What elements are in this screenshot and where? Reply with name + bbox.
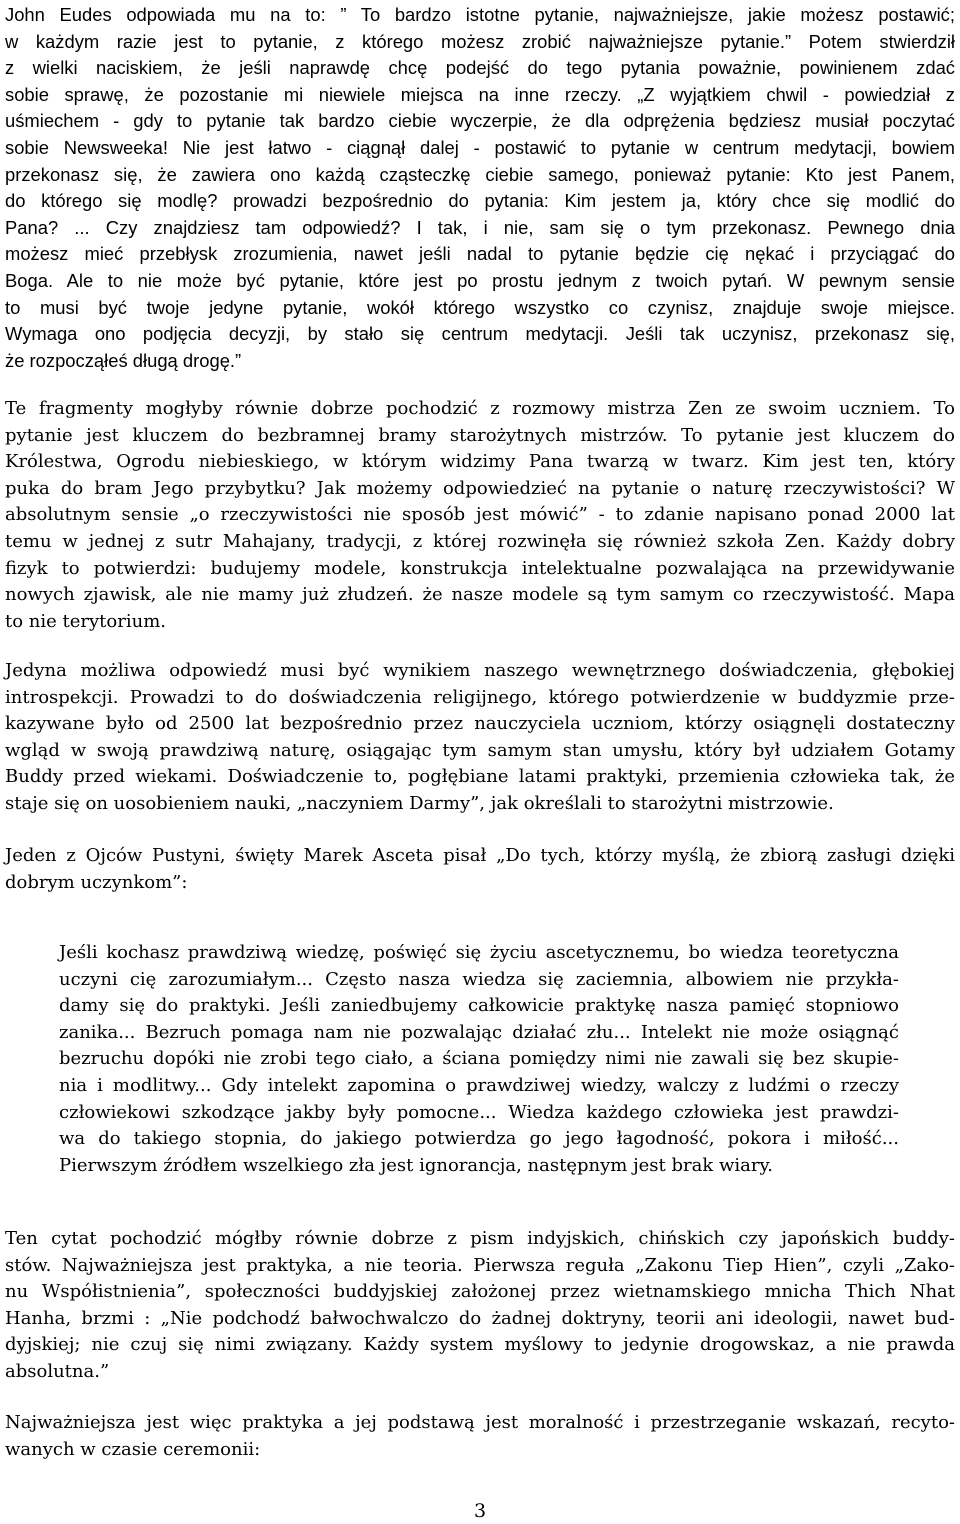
paragraph-1 bbox=[5, 2, 955, 374]
text-line: absolutnym sensie „o rzeczywistości nie sposób jest mówić” - to zdanie napisano ponad 2000 lat bbox=[5, 504, 955, 526]
text-line: przekonasz się, że zawiera ono każdą cząsteczkę ciebie samego, ponieważ pytanie: Kto jest Panem, bbox=[5, 163, 955, 185]
text-line: Pana? ... Czy znajdziesz tam odpowiedź? I tak, i nie, sam się o tym przekonasz. Pewnego dnia bbox=[5, 216, 955, 238]
text-line: że rozpocząłeś długą drogę.” bbox=[5, 349, 242, 371]
text-line: John Eudes odpowiada mu na to: ” To bardzo istotne pytanie, najważniejsze, jakie możesz postawić; bbox=[5, 4, 955, 25]
text-line: staje się on uosobieniem nauki, „naczyniem Darmy”, jak określali to starożytni mistrzowie. bbox=[5, 792, 834, 814]
text-line: Hanha, brzmi : „Nie podchodź bałwochwalczo do żadnej doktryny, teorii ani ideologii, nawet bud- bbox=[5, 1307, 955, 1329]
text-line: temu w jednej z sutr Mahajany, tradycji, z której rozwinęła się również szkoła Zen. Każdy dobry bbox=[5, 530, 955, 552]
quote-line: nia i modlitwy... Gdy intelekt zapomina o prawdziwej wiedzy, walczy z ludźmi o rzeczy bbox=[59, 1074, 899, 1096]
page-number: 3 bbox=[473, 1500, 487, 1522]
block-quote bbox=[59, 940, 899, 1179]
text-line: wgląd w swoją prawdziwą naturę, osiągając tym samym stan umysłu, który był udziałem Gotamy bbox=[5, 739, 955, 761]
text-line: to nie terytorium. bbox=[5, 610, 166, 632]
text-line: sobie Newsweeka! Nie jest łatwo - ciągnął dalej - postawić to pytanie w centrum medytacji, bowiem bbox=[5, 136, 955, 158]
text-line: fizyk to potwierdzi: budujemy modele, konstrukcja intelektualne pozwalająca na przewidywanie bbox=[5, 557, 955, 579]
text-line: introspekcji. Prowadzi to do doświadczenia religijnego, którego potwierdzenie w buddyzmie prze- bbox=[5, 686, 955, 708]
text-line: dyjskiej; nie czuj się nimi związany. Każdy system myślowy to jedynie drogowskaz, a nie prawda bbox=[5, 1334, 955, 1356]
quote-line: Jeśli kochasz prawdziwą wiedzę, poświęć się życiu ascetycznemu, bo wiedza teoretyczna bbox=[59, 942, 899, 963]
text-line: nowych zjawisk, ale nie mamy już złudzeń. że nasze modele są tym samym co rzeczywistość. Mapa bbox=[5, 584, 955, 606]
text-line: to musi być twoje jedyne pytanie, wokół którego wszystko co czynisz, znajduje swoje miejsce. bbox=[5, 296, 955, 318]
text-line: Boga. Ale to nie może być pytanie, które jest po prostu jednym z twoich pytań. W pewnym sensie bbox=[5, 269, 955, 291]
text-line: Królestwa, Ogrodu niebieskiego, w którym widzimy Pana twarzą w twarz. Kim jest ten, który bbox=[5, 451, 955, 473]
quote-line: zanika... Bezruch pomaga nam nie pozwalając działać złu... Intelekt nie może osiągnąć bbox=[59, 1021, 899, 1043]
text-line: z wielki naciskiem, że jeśli naprawdę chcę podejść do tego pytania poważnie, powinienem zdać bbox=[5, 57, 955, 79]
text-line: Jedyna możliwa odpowiedź musi być wynikiem naszego wewnętrznego doświadczenia, głębokiej bbox=[5, 660, 955, 681]
paragraph-6 bbox=[5, 1410, 955, 1463]
text-line: absolutna.” bbox=[5, 1360, 110, 1382]
text-line: kazywane było od 2500 lat bezpośrednio przez nauczyciela uczniom, którzy osiągnęli dostateczny bbox=[5, 713, 955, 735]
text-line: uśmiechem - gdy to pytanie tak bardzo ciebie wyczerpie, że dla odprężenia będziesz musiał poczytać bbox=[5, 110, 955, 132]
quote-line: Pierwszym źródłem wszelkiego zła jest ignorancja, następnym jest brak wiary. bbox=[59, 1154, 773, 1176]
text-line: pytanie jest kluczem do bezbramnej bramy starożytnych mistrzów. To pytanie jest kluczem do bbox=[5, 424, 955, 446]
text-line: sobie sprawę, że pozostanie mi niewiele miejsca na inne rzeczy. „Z wyjątkiem chwil - powiedział z bbox=[5, 83, 955, 105]
quote-line: wa do takiego stopnia, do jakiego potwierdza go jego łagodność, pokora i miłość... bbox=[59, 1128, 899, 1150]
text-line: dobrym uczynkom”: bbox=[5, 871, 188, 893]
text-line: wanych w czasie ceremonii: bbox=[5, 1438, 261, 1460]
quote-line: człowiekowi szkodzące jakby były pomocne... Wiedza każdego człowieka jest prawdzi- bbox=[59, 1101, 899, 1123]
quote-line: bezruchu dopóki nie zrobi tego ciało, a ściana pomiędzy nimi nie zawali się bez skupie- bbox=[59, 1048, 899, 1070]
text-line: możesz mieć przebłysk zrozumienia, nawet jeśli nadal to pytanie będzie cię nękać i przyciągać do bbox=[5, 243, 955, 265]
text-line: Ten cytat pochodzić mógłby równie dobrze z pism indyjskich, chińskich czy japońskich buddy- bbox=[5, 1228, 955, 1249]
paragraph-2 bbox=[5, 396, 955, 635]
text-line: do którego się modlę? prowadzi bezpośrednio do pytania: Kim jestem ja, który chce się modlić do bbox=[5, 190, 955, 212]
text-line: Buddy przed wiekami. Doświadczenie to, pogłębiane latami praktyki, przemienia człowieka tak, że bbox=[5, 766, 955, 788]
paragraph-3 bbox=[5, 658, 955, 818]
text-line: Jeden z Ojców Pustyni, święty Marek Asceta pisał „Do tych, którzy myślą, że zbiorą zasługi dzięki bbox=[5, 845, 955, 866]
quote-line: damy się do praktyki. Jeśli zaniedbujemy całkowicie praktykę nasza pamięć stopniowo bbox=[59, 995, 899, 1017]
text-line: Wymaga ono podjęcia decyzji, by stało się centrum medytacji. Jeśli tak uczynisz, przekonasz się, bbox=[5, 323, 955, 345]
text-line: w każdym razie jest to pytanie, z którego możesz zrobić najważniejsze pytanie.” Potem stwierdził bbox=[5, 30, 955, 52]
text-line: stów. Najważniejsza jest praktyka, a nie teoria. Pierwsza reguła „Zakonu Tiep Hien”, czyli „Zako- bbox=[5, 1254, 955, 1276]
text-line: Najważniejsza jest więc praktyka a jej podstawą jest moralność i przestrzeganie wskazań, recyto- bbox=[5, 1412, 955, 1433]
text-line: puka do bram Jego przybytku? Jak możemy odpowiedzieć na pytanie o naturę rzeczywistości? W bbox=[5, 477, 955, 499]
paragraph-4 bbox=[5, 843, 955, 896]
text-line: nu Współistnienia”, społeczności buddyjskiej założonej przez wietnamskiego mnicha Thich Nhat bbox=[5, 1281, 955, 1303]
quote-line: uczyni cię zarozumiałym... Często nasza wiedza się zaciemnia, albowiem nie przykła- bbox=[59, 968, 899, 990]
text-line: Te fragmenty mogłyby równie dobrze pochodzić z rozmowy mistrza Zen ze swoim uczniem. To bbox=[5, 398, 955, 419]
paragraph-5 bbox=[5, 1226, 955, 1386]
